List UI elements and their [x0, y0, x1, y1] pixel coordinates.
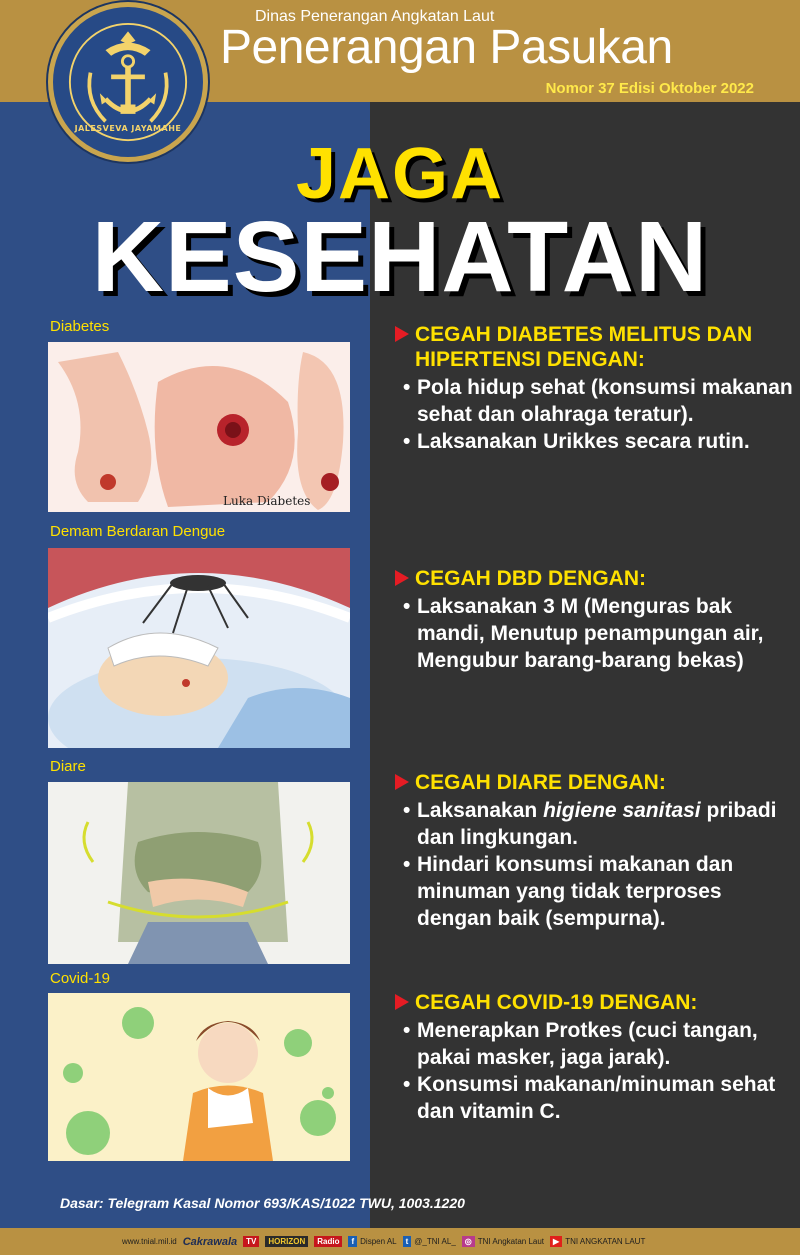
youtube-link[interactable]: ▶ TNI ANGKATAN LAUT [550, 1236, 645, 1247]
bullet-item: • Menerapkan Protkes (cuci tangan, pakai masker, jaga jarak). [403, 1017, 795, 1071]
bullet-item: • Laksanakan higiene sanitasi pribadi dan lingkungan. [403, 797, 795, 851]
section-diabetes [395, 322, 795, 455]
section-title: CEGAH DIABETES MELITUS DAN HIPERTENSI DENGAN: [415, 323, 753, 371]
logo-motto: JALESVEVA JAYAMAHE [74, 124, 182, 133]
twitter-link[interactable]: t @_TNI AL_ [403, 1236, 456, 1247]
bullet-item: • Hindari konsumsi makanan dan minuman yang tidak terproses dengan baik (sempurna). [403, 851, 795, 932]
facebook-icon: f [348, 1236, 357, 1247]
dengue-image [48, 548, 350, 748]
facebook-link[interactable]: f Dispen AL [348, 1236, 396, 1247]
section-covid [395, 990, 795, 1125]
tv-logo: TV [243, 1236, 259, 1247]
covid-image [48, 993, 350, 1161]
caption-diare: Diare [50, 758, 86, 775]
red-arrow-icon [395, 326, 409, 342]
footer-bar [0, 1228, 800, 1255]
bullet-item: • Laksanakan 3 M (Menguras bak mandi, Menutup penampungan air, Mengubur barang-barang bekas) [403, 593, 795, 674]
section-title: CEGAH COVID-19 DENGAN: [415, 991, 698, 1014]
bullet-item: • Pola hidup sehat (konsumsi makanan sehat dan olahraga teratur). [403, 374, 795, 428]
caption-dbd: Demam Berdaran Dengue [50, 523, 226, 540]
section-title: CEGAH DIARE DENGAN: [415, 771, 666, 794]
caption-covid: Covid-19 [50, 970, 111, 987]
bullet-item: • Laksanakan Urikkes secara rutin. [403, 428, 795, 455]
instagram-link[interactable]: ◎ TNI Angkatan Laut [462, 1236, 544, 1247]
red-arrow-icon [395, 994, 409, 1010]
diabetes-image [48, 342, 350, 512]
basis-reference: Dasar: Telegram Kasal Nomor 693/KAS/1022 TWU, 1003.1220 [60, 1195, 465, 1211]
diabetes-image-label: Luka Diabetes [223, 494, 311, 508]
headline-jaga: JAGA [295, 134, 505, 214]
publication-title: Penerangan Pasukan [220, 21, 673, 74]
section-title: CEGAH DBD DENGAN: [415, 567, 646, 590]
section-diare [395, 770, 795, 932]
department-name: Dinas Penerangan Angkatan Laut [255, 8, 495, 25]
caption-diabetes: Diabetes [50, 318, 110, 335]
cakrawala-logo: Cakrawala [182, 1235, 238, 1248]
twitter-icon: t [403, 1236, 412, 1247]
section-dbd [395, 566, 795, 674]
youtube-icon: ▶ [550, 1236, 562, 1247]
edition-label: Nomor 37 Edisi Oktober 2022 [545, 80, 754, 97]
horizon-logo: HORIZON [265, 1236, 308, 1247]
bullet-item: • Konsumsi makanan/minuman sehat dan vitamin C. [403, 1071, 795, 1125]
red-arrow-icon [395, 570, 409, 586]
radio-logo: Radio [314, 1236, 342, 1247]
website-link[interactable]: www.tnial.mil.id [122, 1237, 177, 1246]
red-arrow-icon [395, 774, 409, 790]
diarrhea-image [48, 782, 350, 964]
headline-kesehatan: KESEHATAN [91, 201, 709, 313]
instagram-icon: ◎ [462, 1236, 475, 1247]
